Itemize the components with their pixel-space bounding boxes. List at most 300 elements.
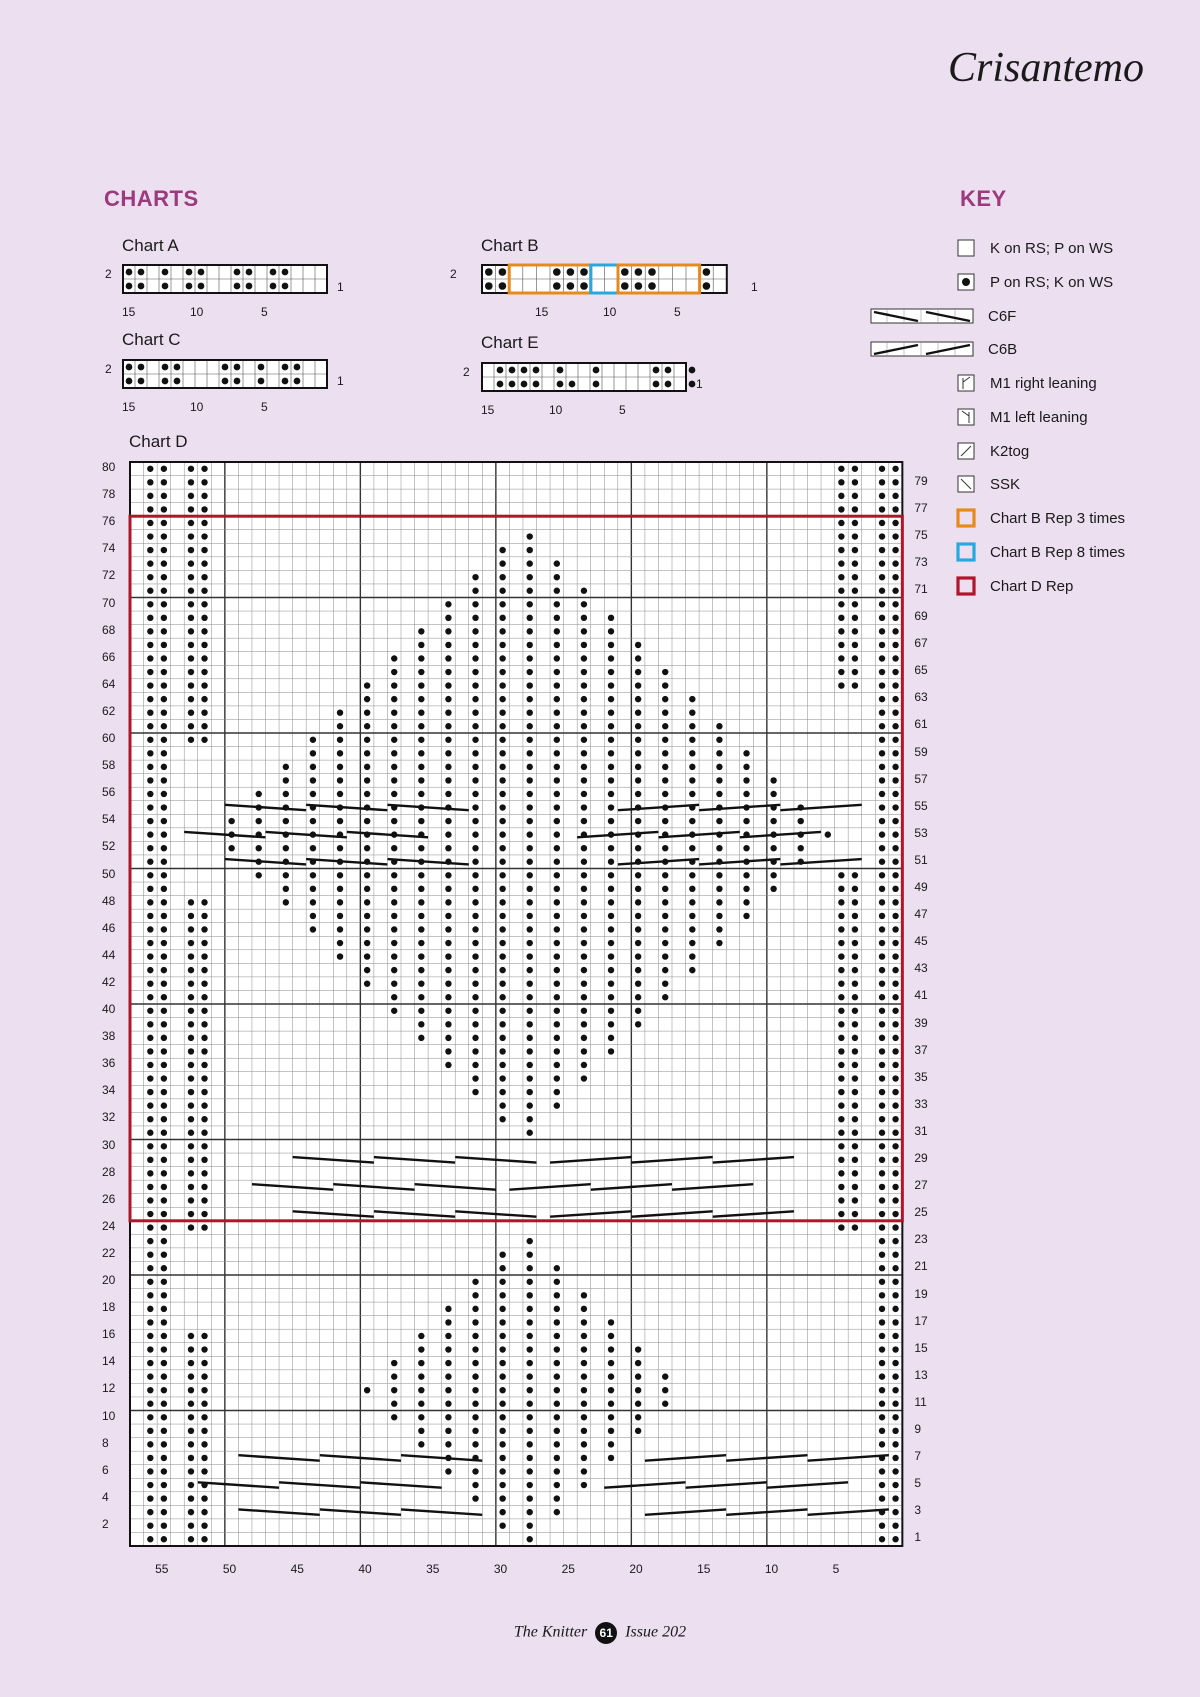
purl-dot xyxy=(635,926,641,932)
purl-dot xyxy=(689,953,695,959)
purl-dot xyxy=(364,791,370,797)
purl-dot xyxy=(472,1495,478,1501)
purl-dot xyxy=(126,283,133,290)
purl-dot xyxy=(188,1143,194,1149)
purl-dot xyxy=(892,913,898,919)
chart-d-row-label: 25 xyxy=(914,1205,928,1220)
purl-dot xyxy=(364,913,370,919)
purl-dot xyxy=(838,642,844,648)
purl-dot xyxy=(892,872,898,878)
purl-dot xyxy=(138,364,145,371)
purl-dot xyxy=(188,1495,194,1501)
purl-dot xyxy=(527,1238,533,1244)
k2tog-icon xyxy=(956,441,976,461)
purl-dot xyxy=(527,1468,533,1474)
purl-dot xyxy=(445,1062,451,1068)
chart-a-row-label: 1 xyxy=(337,280,344,294)
purl-dot xyxy=(499,601,505,607)
purl-dot xyxy=(662,764,668,770)
purl-dot xyxy=(418,899,424,905)
purl-dot xyxy=(527,1116,533,1122)
purl-dot xyxy=(337,926,343,932)
purl-dot xyxy=(147,804,153,810)
purl-dot xyxy=(703,268,711,276)
purl-dot xyxy=(527,1089,533,1095)
purl-dot xyxy=(770,886,776,892)
purl-dot xyxy=(554,682,560,688)
purl-dot xyxy=(770,872,776,878)
purl-dot xyxy=(391,994,397,1000)
purl-dot xyxy=(201,1346,207,1352)
purl-dot xyxy=(892,926,898,932)
purl-dot xyxy=(892,1035,898,1041)
chart-d-row-label: 62 xyxy=(102,703,116,718)
purl-dot xyxy=(527,588,533,594)
chart-d-row-label: 58 xyxy=(102,758,116,773)
purl-dot xyxy=(188,899,194,905)
purl-dot xyxy=(391,1008,397,1014)
purl-dot xyxy=(838,1116,844,1122)
purl-dot xyxy=(472,1401,478,1407)
chart-d-row-label: 49 xyxy=(914,880,928,895)
purl-dot xyxy=(879,1238,885,1244)
chart-d-row-label: 56 xyxy=(102,785,116,800)
purl-dot xyxy=(892,1292,898,1298)
purl-dot xyxy=(418,642,424,648)
chart-a xyxy=(123,265,327,293)
purl-dot xyxy=(147,1238,153,1244)
purl-dot xyxy=(188,560,194,566)
purl-dot xyxy=(188,655,194,661)
purl-dot xyxy=(554,804,560,810)
purl-dot xyxy=(499,1373,505,1379)
purl-dot xyxy=(879,1184,885,1190)
purl-dot xyxy=(743,764,749,770)
purl-dot xyxy=(188,1360,194,1366)
purl-dot xyxy=(635,994,641,1000)
purl-dot xyxy=(499,1401,505,1407)
purl-dot xyxy=(258,364,265,371)
purl-dot xyxy=(852,899,858,905)
purl-dot xyxy=(892,1130,898,1136)
purl-dot xyxy=(653,381,660,388)
purl-dot xyxy=(554,1495,560,1501)
purl-dot xyxy=(879,886,885,892)
purl-dot xyxy=(445,601,451,607)
purl-dot xyxy=(879,682,885,688)
purl-dot xyxy=(892,1197,898,1203)
chart-d-col-label: 50 xyxy=(222,1562,237,1576)
chart-d-row-label: 51 xyxy=(914,852,928,867)
purl-dot xyxy=(161,750,167,756)
purl-dot xyxy=(852,1062,858,1068)
c6b-cable-icon xyxy=(870,339,974,359)
purl-dot xyxy=(892,777,898,783)
purl-dot xyxy=(527,1008,533,1014)
purl-dot xyxy=(581,588,587,594)
purl-dot xyxy=(201,1428,207,1434)
purl-dot xyxy=(472,1089,478,1095)
purl-dot xyxy=(554,1333,560,1339)
purl-dot xyxy=(716,791,722,797)
purl-dot xyxy=(147,1346,153,1352)
purl-dot xyxy=(188,913,194,919)
purl-dot xyxy=(554,642,560,648)
purl-dot xyxy=(581,886,587,892)
purl-dot xyxy=(138,269,145,276)
purl-dot xyxy=(892,682,898,688)
purl-dot xyxy=(499,940,505,946)
purl-dot xyxy=(581,723,587,729)
purl-dot xyxy=(554,791,560,797)
chart-d-row-label: 18 xyxy=(102,1300,116,1315)
key-label: P on RS; K on WS xyxy=(990,273,1114,291)
purl-dot xyxy=(689,381,696,388)
purl-dot xyxy=(689,872,695,878)
purl-dot xyxy=(608,1455,614,1461)
purl-dot xyxy=(879,1157,885,1163)
purl-dot xyxy=(635,1021,641,1027)
purl-dot xyxy=(608,859,614,865)
purl-dot xyxy=(635,845,641,851)
purl-dot xyxy=(554,1089,560,1095)
purl-dot xyxy=(201,1387,207,1393)
purl-dot xyxy=(499,655,505,661)
purl-dot xyxy=(201,466,207,472)
purl-dot xyxy=(879,1021,885,1027)
purl-dot xyxy=(418,737,424,743)
purl-dot xyxy=(147,1360,153,1366)
purl-dot xyxy=(499,1414,505,1420)
purl-dot xyxy=(445,696,451,702)
purl-dot xyxy=(201,1211,207,1217)
purl-dot xyxy=(509,367,516,374)
purl-dot xyxy=(364,750,370,756)
purl-dot xyxy=(188,506,194,512)
purl-dot xyxy=(554,750,560,756)
purl-dot xyxy=(838,1197,844,1203)
purl-dot xyxy=(161,953,167,959)
purl-dot xyxy=(418,1021,424,1027)
purl-dot xyxy=(283,899,289,905)
purl-dot xyxy=(892,764,898,770)
orange-box-icon xyxy=(956,508,976,528)
purl-dot xyxy=(126,269,133,276)
purl-dot xyxy=(499,967,505,973)
purl-dot xyxy=(161,967,167,973)
purl-dot xyxy=(635,980,641,986)
purl-dot xyxy=(879,926,885,932)
purl-dot xyxy=(499,682,505,688)
purl-dot xyxy=(147,1251,153,1257)
purl-dot xyxy=(418,1401,424,1407)
purl-dot xyxy=(892,479,898,485)
purl-dot xyxy=(201,1116,207,1122)
purl-dot xyxy=(499,791,505,797)
purl-dot xyxy=(472,953,478,959)
purl-dot xyxy=(553,282,561,290)
purl-dot xyxy=(527,533,533,539)
purl-dot xyxy=(892,1021,898,1027)
purl-dot xyxy=(608,1035,614,1041)
purl-dot xyxy=(892,493,898,499)
purl-dot xyxy=(161,1116,167,1122)
purl-dot xyxy=(689,696,695,702)
purl-dot xyxy=(337,953,343,959)
purl-dot xyxy=(201,506,207,512)
key-item xyxy=(956,474,1020,494)
purl-dot xyxy=(161,1333,167,1339)
purl-dot xyxy=(337,940,343,946)
purl-dot xyxy=(188,533,194,539)
purl-dot xyxy=(472,994,478,1000)
purl-dot xyxy=(391,1373,397,1379)
purl-dot xyxy=(337,872,343,878)
knit-square-icon xyxy=(956,238,976,258)
purl-dot xyxy=(892,1170,898,1176)
chart-a-col-label: 10 xyxy=(190,305,204,319)
purl-dot xyxy=(879,994,885,1000)
chart-d-row-label: 47 xyxy=(914,907,928,922)
key-item xyxy=(956,576,1073,596)
purl-dot xyxy=(445,791,451,797)
chart-c-label: Chart C xyxy=(122,330,181,349)
purl-dot xyxy=(892,533,898,539)
purl-dot xyxy=(188,1211,194,1217)
purl-dot xyxy=(188,953,194,959)
purl-dot xyxy=(201,994,207,1000)
purl-dot xyxy=(246,283,253,290)
purl-dot xyxy=(418,1008,424,1014)
purl-dot xyxy=(662,737,668,743)
purl-dot xyxy=(161,1495,167,1501)
purl-dot xyxy=(879,642,885,648)
purl-dot xyxy=(527,574,533,580)
purl-dot xyxy=(852,493,858,499)
chart-d-row-label: 3 xyxy=(914,1503,922,1518)
purl-dot xyxy=(201,1401,207,1407)
purl-dot xyxy=(201,913,207,919)
purl-dot xyxy=(892,804,898,810)
purl-dot xyxy=(188,1075,194,1081)
purl-dot xyxy=(188,615,194,621)
purl-dot xyxy=(838,1130,844,1136)
purl-dot xyxy=(445,1346,451,1352)
purl-dot xyxy=(554,1319,560,1325)
purl-dot xyxy=(635,696,641,702)
purl-dot xyxy=(161,1401,167,1407)
purl-dot xyxy=(147,1441,153,1447)
purl-dot xyxy=(445,669,451,675)
chart-d-row-label: 27 xyxy=(914,1178,928,1193)
purl-dot xyxy=(581,1360,587,1366)
purl-dot xyxy=(188,1089,194,1095)
chart-a-col-label: 15 xyxy=(122,305,136,319)
purl-dot xyxy=(499,1346,505,1352)
purl-dot xyxy=(892,669,898,675)
purl-dot xyxy=(527,1536,533,1542)
purl-dot xyxy=(364,1387,370,1393)
purl-dot-icon xyxy=(956,272,976,292)
purl-dot xyxy=(499,1333,505,1339)
chart-d-row-label: 40 xyxy=(102,1002,116,1016)
purl-dot xyxy=(188,547,194,553)
purl-dot xyxy=(472,669,478,675)
purl-dot xyxy=(472,791,478,797)
purl-dot xyxy=(689,764,695,770)
purl-dot xyxy=(445,886,451,892)
purl-dot xyxy=(147,926,153,932)
purl-dot xyxy=(689,926,695,932)
purl-dot xyxy=(282,283,289,290)
purl-dot xyxy=(418,1441,424,1447)
purl-dot xyxy=(499,1482,505,1488)
purl-dot xyxy=(282,378,289,385)
purl-dot xyxy=(161,1130,167,1136)
purl-dot xyxy=(198,269,205,276)
purl-dot xyxy=(161,506,167,512)
purl-dot xyxy=(472,913,478,919)
purl-dot xyxy=(161,1441,167,1447)
purl-dot xyxy=(188,1522,194,1528)
purl-dot xyxy=(879,533,885,539)
purl-dot xyxy=(161,831,167,837)
purl-dot xyxy=(879,750,885,756)
purl-dot xyxy=(445,777,451,783)
purl-dot xyxy=(838,953,844,959)
purl-dot xyxy=(527,1021,533,1027)
purl-dot xyxy=(662,709,668,715)
purl-dot xyxy=(892,1522,898,1528)
purl-dot xyxy=(472,1075,478,1081)
purl-dot xyxy=(472,1468,478,1474)
purl-dot xyxy=(147,1468,153,1474)
purl-dot xyxy=(892,899,898,905)
purl-dot xyxy=(554,1008,560,1014)
chart-d-col-label: 25 xyxy=(561,1562,575,1576)
purl-dot xyxy=(879,1522,885,1528)
purl-dot xyxy=(838,1048,844,1054)
purl-dot xyxy=(770,818,776,824)
purl-dot xyxy=(499,1008,505,1014)
purl-dot xyxy=(147,1143,153,1149)
purl-dot xyxy=(270,283,277,290)
purl-dot xyxy=(852,560,858,566)
purl-dot xyxy=(161,1048,167,1054)
purl-dot xyxy=(527,737,533,743)
purl-dot xyxy=(418,1035,424,1041)
purl-dot xyxy=(499,560,505,566)
chart-d-row-label: 22 xyxy=(102,1245,116,1260)
purl-dot xyxy=(201,709,207,715)
purl-dot xyxy=(879,560,885,566)
purl-dot xyxy=(234,269,241,276)
purl-dot xyxy=(892,831,898,837)
purl-dot xyxy=(472,682,478,688)
purl-dot xyxy=(147,1509,153,1515)
purl-dot xyxy=(310,791,316,797)
purl-dot xyxy=(635,282,643,290)
purl-dot xyxy=(201,723,207,729)
purl-dot xyxy=(838,655,844,661)
purl-dot xyxy=(391,845,397,851)
purl-dot xyxy=(554,1279,560,1285)
purl-dot xyxy=(147,1455,153,1461)
chart-d-row-label: 63 xyxy=(914,690,928,705)
purl-dot xyxy=(892,967,898,973)
purl-dot xyxy=(608,872,614,878)
purl-dot xyxy=(662,940,668,946)
purl-dot xyxy=(879,574,885,580)
purl-dot xyxy=(418,723,424,729)
purl-dot xyxy=(161,1157,167,1163)
chart-d-row-label: 43 xyxy=(914,961,928,976)
purl-dot xyxy=(161,859,167,865)
key-label: Chart B Rep 3 times xyxy=(990,509,1126,527)
purl-dot xyxy=(499,994,505,1000)
purl-dot xyxy=(161,1279,167,1285)
purl-dot xyxy=(892,886,898,892)
purl-dot xyxy=(892,750,898,756)
purl-dot xyxy=(256,845,262,851)
purl-dot xyxy=(147,1495,153,1501)
purl-dot xyxy=(892,1468,898,1474)
purl-dot xyxy=(554,818,560,824)
purl-dot xyxy=(188,601,194,607)
purl-dot xyxy=(161,913,167,919)
purl-dot xyxy=(852,479,858,485)
key-item xyxy=(956,238,1113,258)
chart-c xyxy=(123,360,327,388)
purl-dot xyxy=(147,737,153,743)
purl-dot xyxy=(879,1346,885,1352)
purl-dot xyxy=(892,1224,898,1230)
purl-dot xyxy=(391,1360,397,1366)
purl-dot xyxy=(418,818,424,824)
purl-dot xyxy=(499,547,505,553)
purl-dot xyxy=(608,804,614,810)
key-label: Chart D Rep xyxy=(990,577,1074,595)
purl-dot xyxy=(364,737,370,743)
purl-dot xyxy=(635,818,641,824)
purl-dot xyxy=(445,872,451,878)
purl-dot xyxy=(499,1455,505,1461)
purl-dot xyxy=(608,1428,614,1434)
purl-dot xyxy=(499,642,505,648)
purl-dot xyxy=(445,655,451,661)
purl-dot xyxy=(188,466,194,472)
purl-dot xyxy=(892,953,898,959)
purl-dot xyxy=(418,967,424,973)
purl-dot xyxy=(161,533,167,539)
purl-dot xyxy=(892,1387,898,1393)
purl-dot xyxy=(445,994,451,1000)
purl-dot xyxy=(499,1306,505,1312)
purl-dot xyxy=(147,588,153,594)
purl-dot xyxy=(852,913,858,919)
purl-dot xyxy=(188,574,194,580)
purl-dot xyxy=(147,872,153,878)
purl-dot xyxy=(364,872,370,878)
purl-dot xyxy=(852,1048,858,1054)
purl-dot xyxy=(188,1455,194,1461)
purl-dot xyxy=(161,1536,167,1542)
purl-dot xyxy=(716,777,722,783)
purl-dot xyxy=(662,750,668,756)
chart-b-row-label: 2 xyxy=(450,267,457,281)
purl-dot xyxy=(879,764,885,770)
purl-dot xyxy=(635,764,641,770)
